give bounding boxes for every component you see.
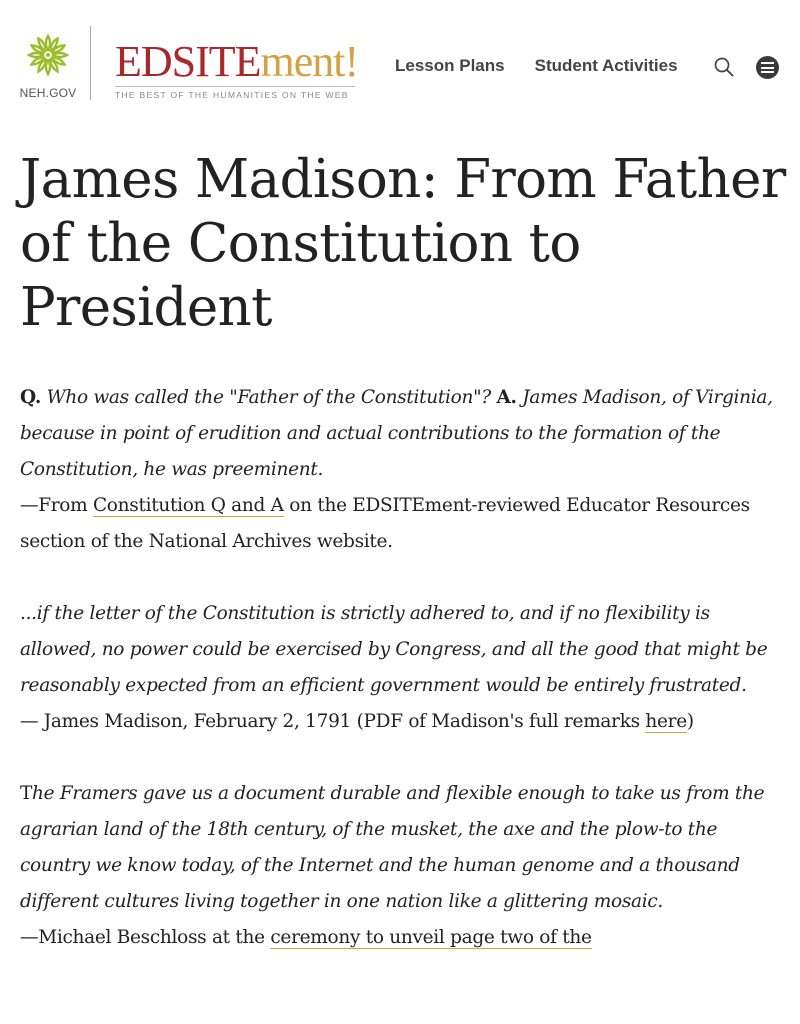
quote-text: ...if the letter of the Constitution is strictly adhered to, and if no flexibility is allowed, no power could be exercised by Congress, and all the good that might be reasonably expected from an efficient government would be entirely frustrated.: [20, 603, 768, 696]
quote-3: [20, 776, 790, 956]
main-nav: [395, 56, 678, 76]
a-text: James Madison, of Virginia, because in point of erudition and actual contributions to the formation of the Constitution, he was preeminent.: [20, 387, 773, 480]
q-text: Who was called the "Father of the Constitution"?: [41, 387, 497, 408]
site-header: [0, 0, 800, 120]
a-label: A.: [496, 387, 517, 408]
page-title: James Madison: From Father of the Constitution to President: [20, 149, 786, 338]
attribution-pre: —Michael Beschloss at the: [20, 927, 271, 948]
attribution-pre: — James Madison, February 2, 1791 (PDF of Madison's full remarks: [20, 711, 646, 732]
neh-logo-link[interactable]: [18, 34, 78, 100]
q-label: Q.: [20, 387, 42, 408]
brand-rule: [115, 86, 355, 87]
quote-text: he Framers gave us a document durable and flexible enough to take us from the agrarian land of the 18th century, of the musket, the axe and the plow-to the country we know today, of the Internet and the human genome and a thousand different cultures living together in one nation like a glittering mosaic.: [20, 783, 765, 912]
quote-1: [20, 380, 790, 560]
ceremony-link[interactable]: ceremony to unveil page two of the: [270, 927, 592, 948]
quote-2: [20, 596, 790, 740]
madison-remarks-link[interactable]: here: [645, 711, 687, 732]
quote-first-letter: T: [20, 783, 33, 804]
attribution-pre: —From: [20, 495, 93, 516]
brand-part-2: ment!: [260, 37, 359, 86]
attribution-post: on the EDSITEment-reviewed Educator Resources section of the National Archives website.: [20, 495, 750, 552]
neh-logo-icon: [27, 34, 69, 76]
menu-button[interactable]: [756, 56, 779, 79]
brand-part-1: EDSITE: [115, 37, 261, 86]
edsitement-logo-link[interactable]: [115, 37, 359, 100]
header-divider: [90, 26, 91, 100]
nav-lesson-plans[interactable]: Lesson Plans: [395, 56, 505, 75]
brand-tagline: THE BEST OF THE HUMANITIES ON THE WEB: [115, 90, 349, 100]
constitution-qa-link[interactable]: Constitution Q and A: [92, 495, 284, 516]
attribution-post: ): [686, 711, 694, 732]
nav-student-activities[interactable]: Student Activities: [534, 56, 678, 75]
search-button[interactable]: [714, 57, 735, 82]
search-icon: [714, 57, 735, 78]
article-body: [20, 380, 790, 992]
edsitement-wordmark: [115, 37, 359, 86]
neh-label: NEH.GOV: [19, 86, 77, 100]
